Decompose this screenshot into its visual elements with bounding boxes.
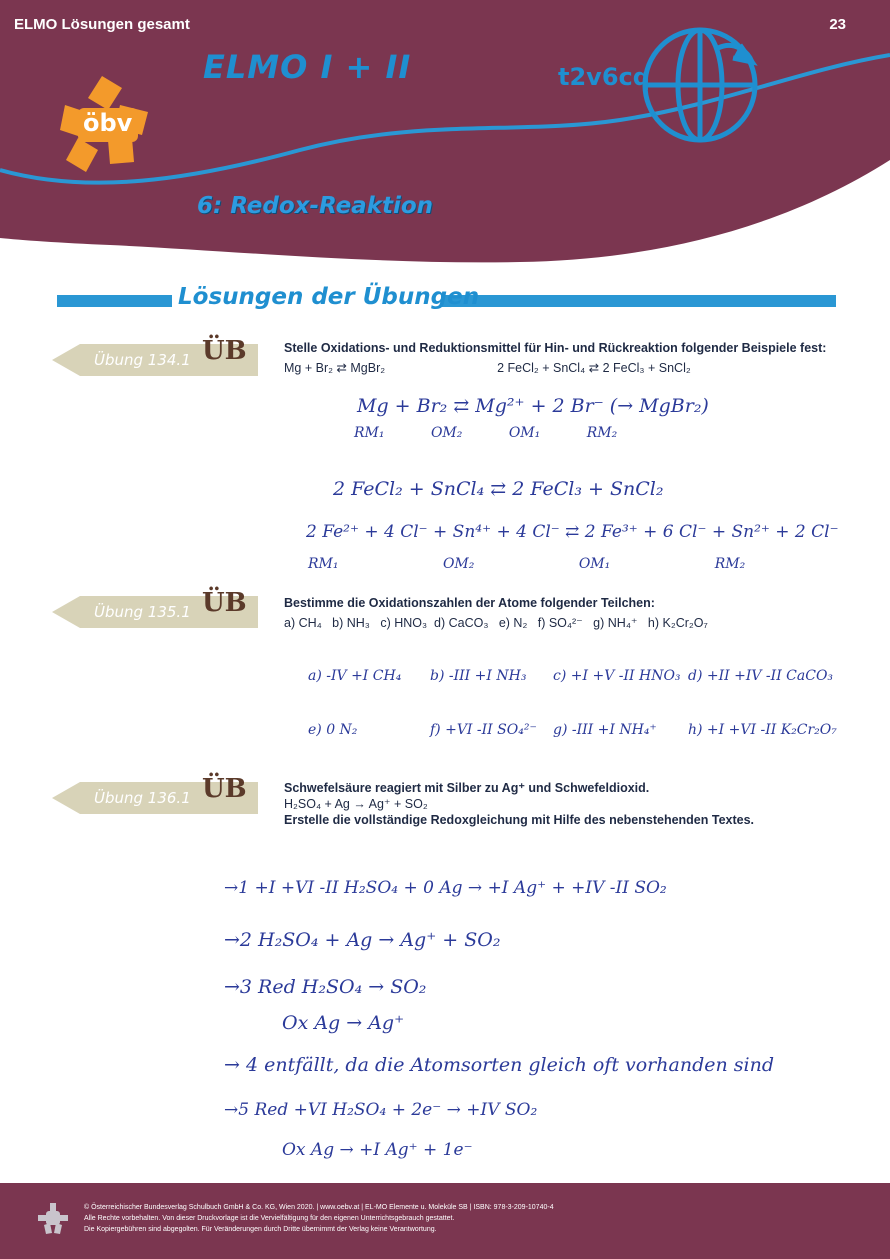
section-bar-left	[57, 295, 172, 307]
exercise-task	[284, 340, 826, 376]
exercise-label: Übung 134.1	[94, 351, 191, 369]
task-items: a) CH₄ b) NH₃ c) HNO₃ d) CaCO₃ e) N₂ f) SO₄²⁻ g) NH₄⁺ h) K₂Cr₂O₇	[284, 616, 708, 630]
section-title: Lösungen der Übungen	[178, 284, 480, 310]
equation-1: Mg + Br₂ ⇄ MgBr₂	[284, 361, 386, 375]
task-text: Erstelle die vollständige Redoxgleichung mit Hilfe des nebenstehenden Textes.	[284, 813, 755, 827]
handwriting-line: →1 +I +VI -II H₂SO₄ + 0 Ag → +I Ag⁺ + +IV -II SO₂	[224, 878, 667, 898]
handwriting-line: 2 Fe²⁺ + 4 Cl⁻ + Sn⁴⁺ + 4 Cl⁻ ⇄ 2 Fe³⁺ + 6 Cl⁻ + Sn²⁺ + 2 Cl⁻	[306, 522, 839, 542]
handwriting-line: Ox Ag → +I Ag⁺ + 1e⁻	[282, 1140, 473, 1160]
footer-line: Die Kopiergebühren sind abgegolten. Für Veränderungen durch Dritte übernimmt der Verlag keine Verantwortung.	[84, 1226, 437, 1233]
header-background	[0, 0, 890, 290]
online-code: t2v6cq	[558, 63, 650, 91]
footer-text	[84, 1202, 554, 1235]
footer-line: © Österreichischer Bundesverlag Schulbuch GmbH & Co. KG, Wien 2020. | www.oebv.at | EL-MO Elemente u. Moleküle SB | ISBN: 978-3-209-10740-4	[84, 1204, 554, 1211]
globe-icon	[645, 30, 755, 140]
exercise-tag	[52, 774, 258, 814]
handwriting-line: RM₁ OM₂ OM₁ RM₂	[308, 556, 746, 572]
handwriting-line: Mg + Br₂ ⇄ Mg²⁺ + 2 Br⁻ (→ MgBr₂)	[357, 395, 709, 417]
exercise-label: Übung 135.1	[94, 603, 191, 621]
exercise-icon: ÜB	[202, 336, 247, 366]
handwriting-line: f) +VI -II SO₄²⁻	[430, 722, 537, 738]
handwriting-line: →3 Red H₂SO₄ → SO₂	[224, 976, 427, 998]
document-title: ELMO Lösungen gesamt	[14, 16, 190, 33]
page-number: 23	[829, 16, 846, 33]
handwriting-line: e) 0 N₂	[308, 722, 358, 738]
exercise-task	[284, 595, 708, 631]
section-bar-right	[441, 295, 836, 307]
footer-line: Alle Rechte vorbehalten. Von dieser Druckvorlage ist die Vervielfältigung für den eigenen Unterrichtsgebrauch gestattet.	[84, 1215, 455, 1222]
brand-title: ELMO I + II	[203, 48, 412, 86]
exercise-tag	[52, 588, 258, 628]
handwriting-line: b) -III +I NH₃	[430, 668, 527, 684]
handwriting-line: h) +I +VI -II K₂Cr₂O₇	[688, 722, 837, 738]
chapter-title: 6: Redox-Reaktion	[197, 193, 434, 219]
handwriting-line: 2 FeCl₂ + SnCl₄ ⇄ 2 FeCl₃ + SnCl₂	[333, 478, 664, 500]
exercise-icon: ÜB	[202, 774, 247, 804]
exercise-icon: ÜB	[202, 588, 247, 618]
equation-2: 2 FeCl₂ + SnCl₄ ⇄ 2 FeCl₃ + SnCl₂	[497, 361, 691, 375]
footer-logo-icon	[36, 1201, 70, 1235]
handwriting-line: d) +II +IV -II CaCO₃	[688, 668, 834, 684]
task-text: Bestimme die Oxidationszahlen der Atome folgender Teilchen:	[284, 596, 655, 610]
task-text: Stelle Oxidations- und Reduktionsmittel für Hin- und Rückreaktion folgender Beispiele fest:	[284, 341, 827, 355]
exercise-task	[284, 780, 754, 828]
handwriting-line: c) +I +V -II HNO₃	[553, 668, 681, 684]
handwriting-line: →2 H₂SO₄ + Ag → Ag⁺ + SO₂	[224, 929, 501, 951]
page-header	[0, 0, 890, 290]
handwriting-line: g) -III +I NH₄⁺	[553, 722, 657, 738]
handwriting-line: →5 Red +VI H₂SO₄ + 2e⁻ → +IV SO₂	[224, 1100, 538, 1120]
handwriting-line: RM₁ OM₂ OM₁ RM₂	[354, 425, 618, 441]
exercise-label: Übung 136.1	[94, 789, 191, 807]
handwriting-line: Ox Ag → Ag⁺	[282, 1012, 405, 1034]
logo-text: öbv	[83, 109, 133, 137]
task-equation: H₂SO₄ + Ag → Ag⁺ + SO₂	[284, 797, 428, 811]
task-text: Schwefelsäure reagiert mit Silber zu Ag⁺ und Schwefeldioxid.	[284, 781, 650, 795]
exercise-tag	[52, 336, 258, 376]
handwriting-line: a) -IV +I CH₄	[308, 668, 402, 684]
handwriting-line: → 4 entfällt, da die Atomsorten gleich oft vorhanden sind	[224, 1054, 774, 1076]
